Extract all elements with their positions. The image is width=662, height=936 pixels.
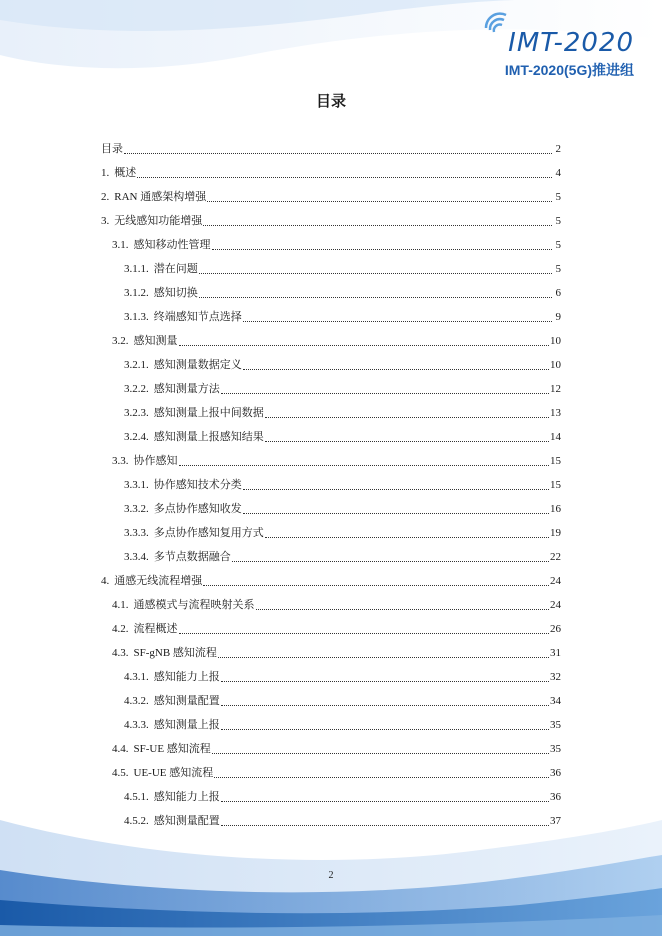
toc-entry-title: 通感无线流程增强 [114, 575, 203, 587]
toc-entry-page: 4 [555, 167, 561, 179]
toc-entry[interactable] [101, 692, 561, 716]
toc-dot-leader [179, 621, 550, 634]
toc-entry-title: 感知测量数据定义 [153, 359, 242, 371]
logo-subtitle: IMT-2020(5G)推进组 [504, 62, 634, 78]
toc-dot-leader [243, 501, 549, 514]
toc-entry-title: 感知测量配置 [153, 815, 220, 827]
toc-entry-number: 4.3. [112, 647, 129, 659]
toc-entry-title: 感知测量配置 [153, 695, 220, 707]
toc-dot-leader [199, 285, 552, 298]
toc-entry-number: 3.2.4. [124, 431, 149, 443]
toc-entry-page: 14 [550, 431, 561, 443]
toc-entry-number: 4.4. [112, 743, 129, 755]
toc-entry-number: 3.1.2. [124, 287, 149, 299]
toc-entry[interactable] [101, 380, 561, 404]
toc-entry-title: 感知移动性管理 [133, 239, 211, 251]
toc-entry[interactable] [101, 212, 561, 236]
toc-entry-title: 感知切换 [153, 287, 198, 299]
toc-entry-number: 4. [101, 575, 110, 587]
toc-entry[interactable] [101, 644, 561, 668]
toc-entry-title: RAN 通感架构增强 [114, 191, 207, 203]
toc-entry-page: 10 [550, 359, 561, 371]
toc-entry-number: 4.5.1. [124, 791, 149, 803]
toc-entry-page: 5 [555, 191, 561, 203]
toc-entry[interactable] [101, 716, 561, 740]
toc-entry[interactable] [101, 140, 561, 164]
toc-entry-title: 终端感知节点选择 [153, 311, 242, 323]
toc-entry-number: 3.1. [112, 239, 129, 251]
toc-entry-page: 31 [550, 647, 561, 659]
toc-dot-leader [221, 813, 549, 826]
toc-entry-page: 16 [550, 503, 561, 515]
toc-entry[interactable] [101, 260, 561, 284]
toc-entry-page: 2 [555, 143, 561, 155]
toc-entry-title: 多点协作感知收发 [153, 503, 242, 515]
toc-dot-leader [203, 213, 552, 226]
toc-entry[interactable] [101, 596, 561, 620]
toc-entry[interactable] [101, 356, 561, 380]
toc-entry-page: 26 [550, 623, 561, 635]
toc-entry-title: 概述 [114, 167, 137, 179]
toc-dot-leader [137, 165, 552, 178]
toc-entry-page: 10 [550, 335, 561, 347]
toc-dot-leader [221, 717, 549, 730]
toc-dot-leader [124, 141, 552, 154]
toc-dot-leader [265, 405, 549, 418]
toc-entry[interactable] [101, 332, 561, 356]
toc-entry-page: 6 [555, 287, 561, 299]
table-of-contents [101, 140, 561, 836]
toc-entry-title: 无线感知功能增强 [114, 215, 203, 227]
toc-entry[interactable] [101, 284, 561, 308]
toc-entry-number: 2. [101, 191, 110, 203]
toc-dot-leader [265, 525, 549, 538]
toc-entry-number: 4.2. [112, 623, 129, 635]
toc-entry-title: 感知能力上报 [153, 671, 220, 683]
toc-dot-leader [212, 237, 553, 250]
toc-entry-page: 5 [555, 215, 561, 227]
toc-entry[interactable] [101, 188, 561, 212]
toc-entry[interactable] [101, 236, 561, 260]
toc-entry-page: 36 [550, 791, 561, 803]
toc-entry-title: 感知测量 [133, 335, 178, 347]
toc-dot-leader [212, 741, 549, 754]
toc-entry[interactable] [101, 788, 561, 812]
toc-entry-number: 3.2.3. [124, 407, 149, 419]
toc-entry-title: UE-UE 感知流程 [133, 767, 214, 779]
toc-dot-leader [207, 189, 552, 202]
toc-entry-title: 通感模式与流程映射关系 [133, 599, 255, 611]
toc-entry-title: 感知能力上报 [153, 791, 220, 803]
page-number: 2 [328, 870, 334, 881]
toc-entry-title: 多节点数据融合 [153, 551, 231, 563]
toc-entry[interactable] [101, 452, 561, 476]
toc-entry-page: 34 [550, 695, 561, 707]
toc-dot-leader [221, 381, 549, 394]
toc-entry-title: 流程概述 [133, 623, 178, 635]
toc-dot-leader [218, 645, 549, 658]
toc-dot-leader [243, 309, 552, 322]
toc-entry-title: SF-UE 感知流程 [133, 743, 211, 755]
toc-entry-number: 3.2.2. [124, 383, 149, 395]
toc-entry-number: 4.3.1. [124, 671, 149, 683]
toc-entry-page: 37 [550, 815, 561, 827]
toc-dot-leader [265, 429, 549, 442]
toc-entry-page: 24 [550, 599, 561, 611]
toc-dot-leader [179, 333, 550, 346]
toc-entry-number: 3.1.3. [124, 311, 149, 323]
toc-entry-number: 4.5.2. [124, 815, 149, 827]
toc-entry-number: 3.3.3. [124, 527, 149, 539]
toc-entry-title: 目录 [101, 143, 123, 155]
toc-entry-title: 潜在问题 [153, 263, 198, 275]
toc-entry[interactable] [101, 500, 561, 524]
toc-entry-page: 12 [550, 383, 561, 395]
toc-entry-title: 感知测量上报中间数据 [153, 407, 264, 419]
toc-entry-number: 3.3. [112, 455, 129, 467]
toc-entry-page: 5 [555, 239, 561, 251]
toc-entry-number: 1. [101, 167, 110, 179]
toc-dot-leader [243, 477, 549, 490]
toc-entry-number: 4.3.2. [124, 695, 149, 707]
toc-entry[interactable] [101, 524, 561, 548]
toc-entry-title: 感知测量上报 [153, 719, 220, 731]
toc-entry-number: 3.3.4. [124, 551, 149, 563]
toc-entry-number: 3. [101, 215, 110, 227]
toc-dot-leader [214, 765, 549, 778]
toc-dot-leader [179, 453, 550, 466]
toc-entry-page: 13 [550, 407, 561, 419]
toc-entry-number: 3.2. [112, 335, 129, 347]
toc-entry-page: 19 [550, 527, 561, 539]
toc-entry-title: 感知测量上报感知结果 [153, 431, 264, 443]
toc-dot-leader [256, 597, 550, 610]
toc-dot-leader [232, 549, 549, 562]
toc-entry-page: 5 [555, 263, 561, 275]
toc-entry[interactable] [101, 620, 561, 644]
toc-entry-page: 9 [555, 311, 561, 323]
toc-entry[interactable] [101, 740, 561, 764]
toc-entry[interactable] [101, 308, 561, 332]
logo-text: IMT-2020 [508, 28, 634, 58]
toc-dot-leader [221, 693, 549, 706]
toc-entry-number: 4.5. [112, 767, 129, 779]
toc-entry[interactable] [101, 812, 561, 836]
toc-entry-number: 4.1. [112, 599, 129, 611]
toc-dot-leader [203, 573, 549, 586]
toc-entry[interactable] [101, 164, 561, 188]
toc-entry-number: 3.2.1. [124, 359, 149, 371]
toc-entry[interactable] [101, 668, 561, 692]
toc-entry-page: 35 [550, 719, 561, 731]
toc-entry-page: 22 [550, 551, 561, 563]
toc-entry-page: 32 [550, 671, 561, 683]
page-title: 目录 [315, 92, 346, 110]
toc-entry-number: 3.1.1. [124, 263, 149, 275]
toc-entry-number: 3.3.1. [124, 479, 149, 491]
toc-dot-leader [243, 357, 549, 370]
toc-dot-leader [221, 789, 549, 802]
toc-entry-title: SF-gNB 感知流程 [133, 647, 217, 659]
toc-entry-number: 3.3.2. [124, 503, 149, 515]
toc-entry[interactable] [101, 572, 561, 596]
imt2020-logo [484, 12, 634, 82]
toc-entry[interactable] [101, 428, 561, 452]
toc-entry-page: 15 [550, 455, 561, 467]
toc-entry-number: 4.3.3. [124, 719, 149, 731]
toc-entry-title: 协作感知 [133, 455, 178, 467]
toc-entry-page: 15 [550, 479, 561, 491]
toc-entry-page: 36 [550, 767, 561, 779]
toc-dot-leader [199, 261, 552, 274]
toc-entry[interactable] [101, 548, 561, 572]
toc-entry-page: 35 [550, 743, 561, 755]
toc-entry-title: 协作感知技术分类 [153, 479, 242, 491]
toc-entry[interactable] [101, 764, 561, 788]
toc-entry[interactable] [101, 404, 561, 428]
toc-dot-leader [221, 669, 549, 682]
toc-entry-title: 感知测量方法 [153, 383, 220, 395]
toc-entry-page: 24 [550, 575, 561, 587]
toc-entry-title: 多点协作感知复用方式 [153, 527, 264, 539]
toc-entry[interactable] [101, 476, 561, 500]
